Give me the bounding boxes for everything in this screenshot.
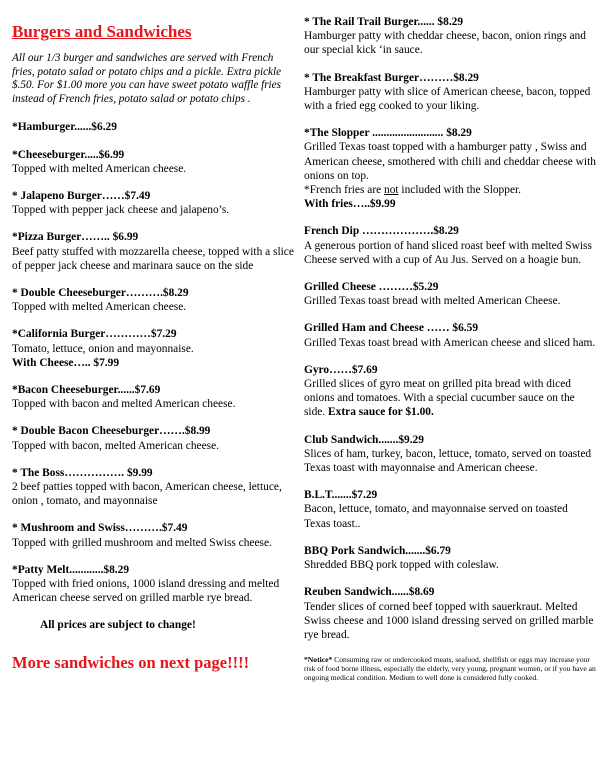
menu-item-gyro [304,363,596,420]
menu-item-the-boss [12,466,294,509]
menu-item-pizza-burger [12,230,294,273]
item-description: Grilled Texas toast bread with American cheese and sliced ham. [304,336,596,349]
menu-intro: All our 1/3 burger and sandwiches are served with French fries, potato salad or potato chips and a pickle. Extra pickle $.50. For $1.00 more you can have sweet potato waffle fries instead of French fries, potato salad or potato chips . [12,52,282,105]
item-name: BBQ Pork Sandwich.......$6.79 [304,544,451,557]
item-description: Tomato, lettuce, onion and mayonnaise. [12,342,194,355]
menu-item-blt [304,488,596,531]
menu-item-reuben [304,585,596,642]
item-description: 2 beef patties topped with bacon, American cheese, lettuce, onion , tomato, and mayonnaise [12,481,282,508]
item-description: Hamburger patty with slice of American cheese, bacon, topped with a fried egg cooked to your liking. [304,85,591,113]
item-name: * Double Bacon Cheeseburger…….$8.99 [12,425,211,438]
item-description: Topped with bacon, melted American cheese. [12,439,220,452]
item-name: * Jalapeno Burger……$7.49 [12,189,151,202]
menu-item-mushroom-swiss [12,521,294,549]
item-description: Topped with pepper jack cheese and jalapeno’s. [12,204,230,217]
item-name: *California Burger…………$7.29 [12,328,177,341]
item-extra-option: With Cheese….. $7.99 [12,356,120,369]
item-description: Topped with fried onions, 1000 island dressing and melted American cheese served on grilled marble rye bread. [12,578,280,605]
item-name: *Patty Melt............$8.29 [12,563,130,576]
right-column [304,15,596,682]
menu-title: Burgers and Sandwiches [12,22,192,41]
item-name: *Bacon Cheeseburger......$7.69 [12,384,161,397]
menu-item-hamburger [12,120,294,134]
prices-note: All prices are subject to change! [40,619,196,632]
item-name: * Mushroom and Swiss……….$7.49 [12,522,188,535]
menu-item-jalapeno-burger [12,189,294,217]
item-description: Bacon, lettuce, tomato, and mayonnaise served on toasted Texas toast.. [304,503,568,530]
menu-item-rail-trail-burger [304,15,596,58]
more-sandwiches-note: More sandwiches on next page!!!! [12,652,250,672]
item-description: Topped with melted American cheese. [12,301,187,314]
menu-item-club-sandwich [304,433,596,476]
notice-label: *Notice* [304,655,333,665]
menu-item-bacon-cheeseburger [12,383,294,411]
slopper-fries-note [304,183,596,197]
menu-item-the-slopper [304,126,596,211]
item-name: *Hamburger......$6.29 [12,121,117,134]
fries-note-not: not [384,184,399,197]
item-name: Gyro……$7.69 [304,363,378,376]
item-name: * The Breakfast Burger………$8.29 [304,71,479,84]
menu-item-grilled-cheese [304,280,596,308]
menu-item-grilled-ham-cheese [304,321,596,349]
item-description: Grilled Texas toast bread with melted American Cheese. [304,295,561,308]
fries-note-pre: *French fries are [304,184,385,197]
item-name: B.L.T.......$7.29 [304,489,378,502]
item-name: *Pizza Burger…….. $6.99 [12,231,139,244]
item-name: Grilled Ham and Cheese …… $6.59 [304,322,479,335]
item-name: *Cheeseburger.....$6.99 [12,148,125,161]
notice-text: Consuming raw or undercooked meats, seafood, shellfish or eggs may increase your risk of food borne illness, especially the elderly, very young, pregnant women, or if you have an ongoing medical condition. Medium to well done is considered fully cooked. [304,655,596,683]
item-name: Grilled Cheese ………$5.29 [304,281,439,294]
item-description: Tender slices of corned beef topped with sauerkraut. Melted Swiss cheese and 1000 island dressing served on grilled marble rye bread. [304,600,594,641]
fries-note-post: included with the Slopper. [398,184,522,197]
menu-item-california-burger [12,327,294,370]
menu-item-bbq-pork [304,544,596,572]
item-description: Topped with grilled mushroom and melted Swiss cheese. [12,536,272,549]
item-name: *The Slopper ......................... $8.29 [304,127,472,140]
item-name: Club Sandwich.......$9.29 [304,433,424,446]
menu-item-patty-melt [12,563,294,606]
menu-item-double-cheeseburger [12,286,294,314]
gyro-description: Grilled slices of gyro meat on grilled pita bread with diced onions and tomatoes. With a special cucumber sauce on the side. [304,378,575,419]
item-description: Topped with bacon and melted American cheese. [12,398,236,411]
item-description: Shredded BBQ pork topped with coleslaw. [304,559,499,572]
left-column [12,22,294,673]
food-safety-notice [304,655,596,682]
item-description: Topped with melted American cheese. [12,162,187,175]
item-description: Hamburger patty with cheddar cheese, bacon, onion rings and our special kick ‘in sauce. [304,30,586,57]
item-description: A generous portion of hand sliced roast beef with melted Swiss Cheese served with a cup of Au Jus. Served on a hoagie bun. [304,239,592,266]
menu-item-cheeseburger [12,148,294,176]
item-name: * The Boss……………. $9.99 [12,466,153,479]
gyro-extra-sauce: Extra sauce for $1.00. [328,406,434,419]
item-name: Reuben Sandwich......$8.69 [304,586,435,599]
item-name: French Dip ……………….$8.29 [304,225,459,238]
item-extra-option: With fries…..$9.99 [304,198,396,211]
menu-item-french-dip [304,224,596,267]
item-description [304,377,596,420]
item-name: * Double Cheeseburger……….$8.29 [12,287,189,299]
item-description: Beef patty stuffed with mozzarella cheese, topped with a slice of pepper jack cheese and marinara sauce on the side [12,245,294,272]
menu-item-breakfast-burger [304,71,596,114]
item-description: Grilled Texas toast topped with a hamburger patty , Swiss and American cheese, smothered with chili and cheddar cheese with onions on top. [304,141,596,182]
menu-item-double-bacon-cheeseburger [12,424,294,452]
item-description: Slices of ham, turkey, bacon, lettuce, tomato, served on toasted Texas toast with mayonnaise and American cheese. [304,447,592,475]
item-name: * The Rail Trail Burger...... $8.29 [304,16,464,28]
